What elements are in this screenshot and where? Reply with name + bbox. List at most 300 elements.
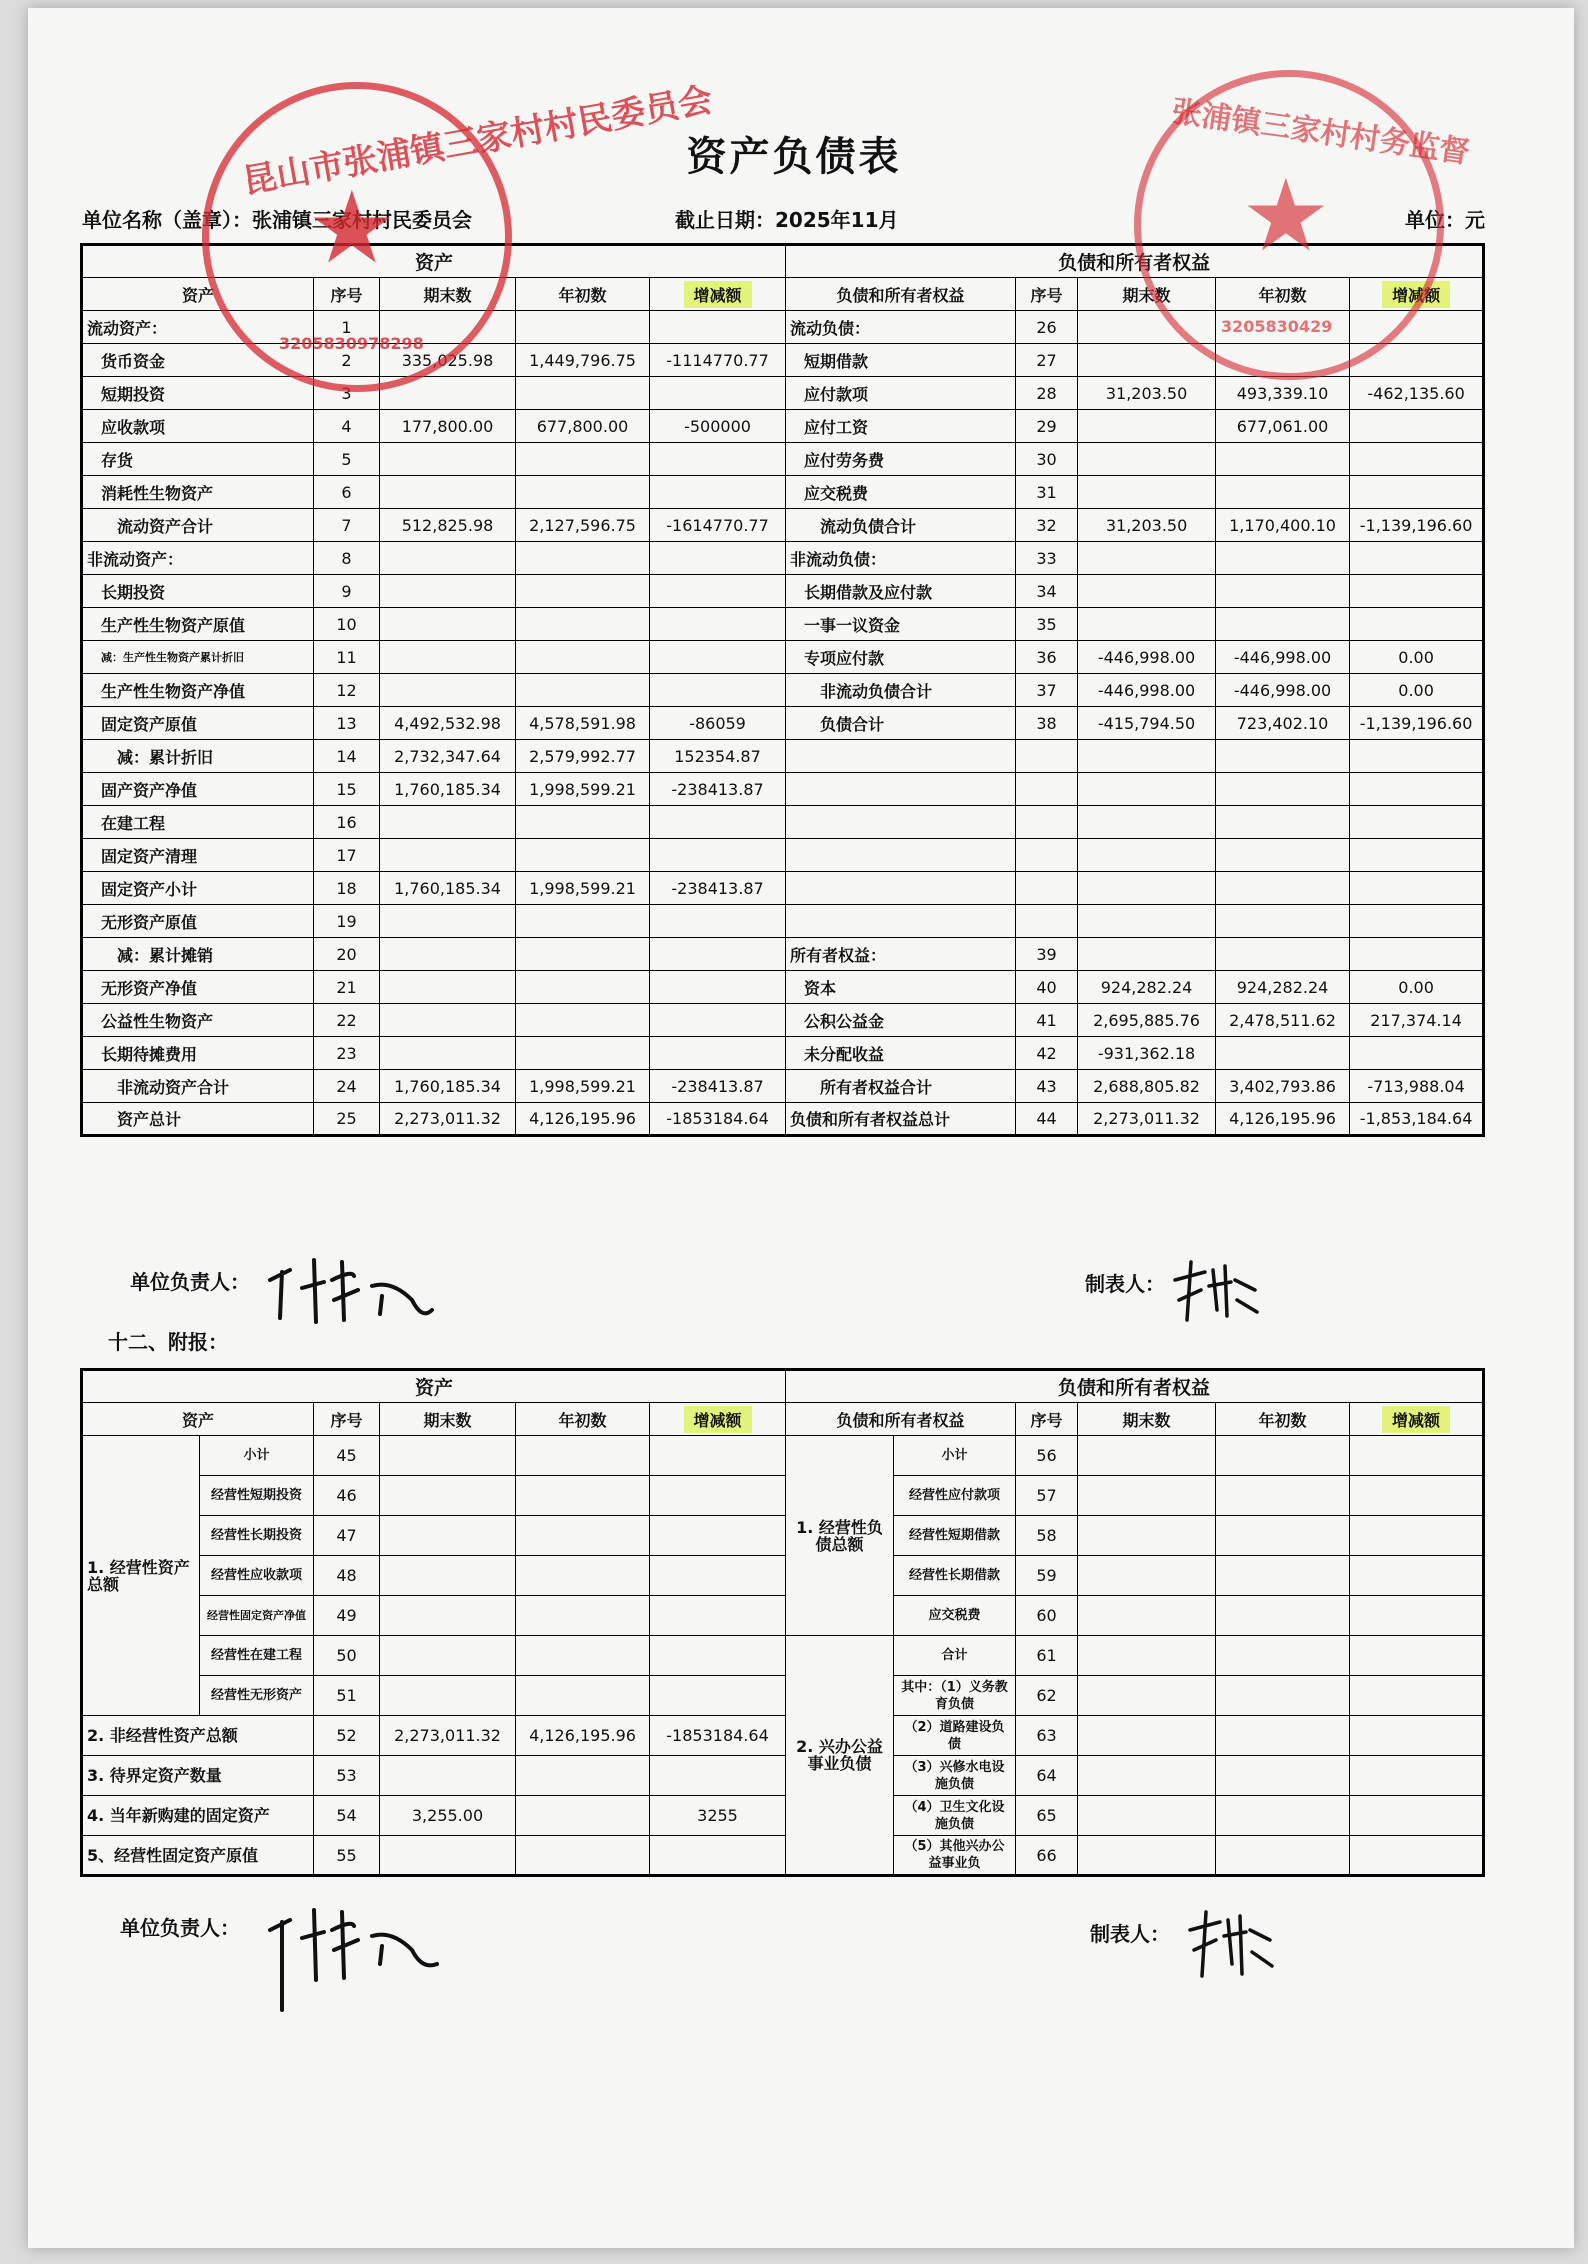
asset-name-cell: 固定资产原值: [82, 707, 314, 740]
asset-value-cell: 25: [314, 1103, 380, 1136]
asset-value-cell: 10: [314, 608, 380, 641]
asset-name-cell: 减：累计折旧: [82, 740, 314, 773]
asset-value-cell: 17: [314, 839, 380, 872]
liability-value-cell: -1,139,196.60: [1350, 707, 1484, 740]
col-header-left-2: 期末数: [380, 278, 516, 311]
asset-sub-name: 小计: [200, 1436, 314, 1476]
liability-value-cell: -462,135.60: [1350, 377, 1484, 410]
liability-value-cell: [1216, 1037, 1350, 1070]
appendix-col-right-3: 年初数: [1216, 1403, 1350, 1436]
liability-diff-value: [1350, 1836, 1484, 1876]
liability-value-cell: 27: [1016, 344, 1078, 377]
asset-value-cell: [650, 1037, 786, 1070]
currency-unit-label: 单位：元: [1405, 208, 1485, 232]
table-row: [82, 905, 1484, 938]
asset-value-cell: [516, 608, 650, 641]
asset-value-cell: 2,732,347.64: [380, 740, 516, 773]
liability-value-cell: -1,853,184.64: [1350, 1103, 1484, 1136]
liability-diff-value: [1350, 1756, 1484, 1796]
asset-value-cell: 6: [314, 476, 380, 509]
asset-value-cell: 5: [314, 443, 380, 476]
asset-value-cell: 1,449,796.75: [516, 344, 650, 377]
asset-value-cell: [380, 971, 516, 1004]
asset-value-cell: -86059: [650, 707, 786, 740]
asset-value-cell: [516, 311, 650, 344]
asset-value-cell: [516, 641, 650, 674]
liability-end-value: [1078, 1836, 1216, 1876]
liability-begin-value: [1216, 1476, 1350, 1516]
liability-value-cell: [1350, 905, 1484, 938]
liability-name-cell: 负债合计: [786, 707, 1016, 740]
asset-value-cell: 8: [314, 542, 380, 575]
table-row: [82, 1103, 1484, 1136]
liability-value-cell: [1216, 773, 1350, 806]
asset-value-cell: [516, 806, 650, 839]
asset-value-cell: 22: [314, 1004, 380, 1037]
asset-begin-value: [516, 1756, 650, 1796]
asset-value-cell: -1614770.77: [650, 509, 786, 542]
liability-value-cell: 0.00: [1350, 971, 1484, 1004]
asset-begin-value: [516, 1556, 650, 1596]
appendix-col-left-3: 年初数: [516, 1403, 650, 1436]
liability-value-cell: [1350, 839, 1484, 872]
table-row: [82, 1716, 1484, 1756]
asset-diff-value: [650, 1556, 786, 1596]
asset-diff-value: [650, 1476, 786, 1516]
col-header-right-3: 年初数: [1216, 278, 1350, 311]
table-row: [82, 1476, 1484, 1516]
asset-name-cell: 无形资产原值: [82, 905, 314, 938]
asset-sub-name: 经营性在建工程: [200, 1636, 314, 1676]
asset-value-cell: 1,998,599.21: [516, 1070, 650, 1103]
liability-value-cell: 217,374.14: [1350, 1004, 1484, 1037]
table-row: [82, 641, 1484, 674]
asset-begin-value: [516, 1636, 650, 1676]
liability-begin-value: [1216, 1836, 1350, 1876]
liability-begin-value: [1216, 1436, 1350, 1476]
maker-signature: [1165, 1250, 1275, 1330]
asset-value-cell: 2,579,992.77: [516, 740, 650, 773]
asset-name-cell: 非流动资产合计: [82, 1070, 314, 1103]
liability-end-value: [1078, 1756, 1216, 1796]
liability-sub-name: 应交税费: [894, 1596, 1016, 1636]
asset-value-cell: [380, 806, 516, 839]
liability-sub-name: 经营性长期借款: [894, 1556, 1016, 1596]
liability-value-cell: 32: [1016, 509, 1078, 542]
asset-no: 46: [314, 1476, 380, 1516]
asset-diff-value: [650, 1636, 786, 1676]
asset-name-cell: 消耗性生物资产: [82, 476, 314, 509]
asset-value-cell: 4,126,195.96: [516, 1103, 650, 1136]
liability-no: 64: [1016, 1756, 1078, 1796]
liability-name-cell: 专项应付款: [786, 641, 1016, 674]
appendix-col-left-1: 序号: [314, 1403, 380, 1436]
asset-no: 47: [314, 1516, 380, 1556]
liability-begin-value: [1216, 1556, 1350, 1596]
liability-value-cell: [1078, 575, 1216, 608]
liability-no: 60: [1016, 1596, 1078, 1636]
liability-no: 59: [1016, 1556, 1078, 1596]
liability-value-cell: [1078, 410, 1216, 443]
asset-value-cell: 19: [314, 905, 380, 938]
liability-value-cell: 30: [1016, 443, 1078, 476]
asset-value-cell: [516, 542, 650, 575]
liability-end-value: [1078, 1476, 1216, 1516]
table-row: [82, 1836, 1484, 1876]
table-row: [82, 1004, 1484, 1037]
asset-value-cell: 1,760,185.34: [380, 773, 516, 806]
leader-label-2: 单位负责人：: [120, 1916, 240, 1940]
liability-name-cell: 非流动负债合计: [786, 674, 1016, 707]
liability-value-cell: [1216, 806, 1350, 839]
liability-name-cell: 负债和所有者权益总计: [786, 1103, 1016, 1136]
asset-value-cell: 18: [314, 872, 380, 905]
table-row: [82, 872, 1484, 905]
liability-value-cell: -1,139,196.60: [1350, 509, 1484, 542]
asset-value-cell: [380, 443, 516, 476]
liability-value-cell: [1078, 839, 1216, 872]
liability-value-cell: 723,402.10: [1216, 707, 1350, 740]
asset-value-cell: [516, 839, 650, 872]
asset-diff-value: 3255: [650, 1796, 786, 1836]
liability-value-cell: [1216, 905, 1350, 938]
asset-end-value: [380, 1476, 516, 1516]
asset-value-cell: [650, 377, 786, 410]
liability-value-cell: [1016, 872, 1078, 905]
table-row: [82, 839, 1484, 872]
asset-diff-value: [650, 1836, 786, 1876]
liability-value-cell: 2,688,805.82: [1078, 1070, 1216, 1103]
asset-value-cell: 335,025.98: [380, 344, 516, 377]
asset-end-value: [380, 1436, 516, 1476]
liability-value-cell: [1078, 476, 1216, 509]
liability-sub-name: （4）卫生文化设施负债: [894, 1796, 1016, 1836]
liability-value-cell: 0.00: [1350, 641, 1484, 674]
asset-value-cell: [516, 377, 650, 410]
asset-value-cell: 14: [314, 740, 380, 773]
maker-signature-2: [1180, 1900, 1290, 1990]
liability-value-cell: [1350, 608, 1484, 641]
asset-value-cell: 15: [314, 773, 380, 806]
liability-no: 66: [1016, 1836, 1078, 1876]
liability-sub-name: （5）其他兴办公益事业负: [894, 1836, 1016, 1876]
liability-value-cell: -446,998.00: [1078, 674, 1216, 707]
table-row: [82, 1070, 1484, 1103]
liability-name-cell: 短期借款: [786, 344, 1016, 377]
liability-begin-value: [1216, 1516, 1350, 1556]
asset-begin-value: [516, 1436, 650, 1476]
liability-value-cell: 35: [1016, 608, 1078, 641]
liability-value-cell: 28: [1016, 377, 1078, 410]
liability-value-cell: -415,794.50: [1078, 707, 1216, 740]
asset-begin-value: [516, 1796, 650, 1836]
liability-value-cell: [1350, 575, 1484, 608]
liability-value-cell: 43: [1016, 1070, 1078, 1103]
asset-value-cell: [380, 542, 516, 575]
star-icon: ★: [307, 169, 397, 286]
liability-value-cell: 29: [1016, 410, 1078, 443]
asset-value-cell: 7: [314, 509, 380, 542]
table-row: [82, 773, 1484, 806]
asset-name-cell: 固产资产净值: [82, 773, 314, 806]
asset-value-cell: [380, 575, 516, 608]
asset-value-cell: [650, 575, 786, 608]
liability-value-cell: 924,282.24: [1078, 971, 1216, 1004]
highlight-label: 增减额: [1382, 1406, 1450, 1433]
liability-value-cell: [1216, 938, 1350, 971]
asset-value-cell: -238413.87: [650, 1070, 786, 1103]
liability-value-cell: [1216, 542, 1350, 575]
table-row: [82, 1596, 1484, 1636]
leader-signature: [262, 1240, 462, 1330]
liability-diff-value: [1350, 1516, 1484, 1556]
liability-value-cell: [1216, 476, 1350, 509]
asset-no: 53: [314, 1756, 380, 1796]
liability-value-cell: 3,402,793.86: [1216, 1070, 1350, 1103]
asset-name-cell: 应收款项: [82, 410, 314, 443]
star-icon: ★: [1241, 157, 1331, 274]
asset-no: 54: [314, 1796, 380, 1836]
asset-value-cell: [516, 971, 650, 1004]
liability-begin-value: [1216, 1756, 1350, 1796]
liability-name-cell: [786, 740, 1016, 773]
asset-other-name: 4. 当年新购建的固定资产: [82, 1796, 314, 1836]
asset-value-cell: 2: [314, 344, 380, 377]
appendix-col-right-1: 序号: [1016, 1403, 1078, 1436]
asset-no: 45: [314, 1436, 380, 1476]
seal-text: 昆山市张浦镇三家村村民委员会: [239, 79, 716, 202]
liability-value-cell: 924,282.24: [1216, 971, 1350, 1004]
appendix-col-right-4: [1350, 1403, 1484, 1436]
liability-value-cell: [1016, 806, 1078, 839]
liability-value-cell: [1078, 938, 1216, 971]
table-row: [82, 1037, 1484, 1070]
liability-name-cell: 未分配收益: [786, 1037, 1016, 1070]
liability-name-cell: [786, 839, 1016, 872]
unit-name-label: 单位名称（盖章）：张浦镇三家村村民委员会: [82, 208, 472, 232]
asset-value-cell: [380, 608, 516, 641]
asset-name-cell: 生产性生物资产净值: [82, 674, 314, 707]
asset-value-cell: [380, 839, 516, 872]
liability-end-value: [1078, 1796, 1216, 1836]
col-header-right-0: 负债和所有者权益: [786, 278, 1016, 311]
liability-value-cell: 0.00: [1350, 674, 1484, 707]
liability-diff-value: [1350, 1636, 1484, 1676]
asset-name-cell: 短期投资: [82, 377, 314, 410]
asset-value-cell: [650, 806, 786, 839]
asset-value-cell: 2,127,596.75: [516, 509, 650, 542]
table-row: [82, 740, 1484, 773]
liability-value-cell: [1078, 740, 1216, 773]
asset-value-cell: 4,578,591.98: [516, 707, 650, 740]
asset-value-cell: [380, 938, 516, 971]
asset-value-cell: [650, 542, 786, 575]
table-row: [82, 938, 1484, 971]
asset-no: 48: [314, 1556, 380, 1596]
asset-other-name: 2. 非经营性资产总额: [82, 1716, 314, 1756]
col-header-right-1: 序号: [1016, 278, 1078, 311]
asset-value-cell: 13: [314, 707, 380, 740]
liability-value-cell: 34: [1016, 575, 1078, 608]
liability-value-cell: -446,998.00: [1216, 641, 1350, 674]
table-row: [82, 410, 1484, 443]
asset-begin-value: [516, 1836, 650, 1876]
asset-value-cell: [380, 905, 516, 938]
asset-value-cell: 1,760,185.34: [380, 872, 516, 905]
asset-no: 49: [314, 1596, 380, 1636]
asset-name-cell: 长期待摊费用: [82, 1037, 314, 1070]
maker-label-2: 制表人：: [1090, 1922, 1170, 1946]
asset-value-cell: 24: [314, 1070, 380, 1103]
liability-value-cell: 4,126,195.96: [1216, 1103, 1350, 1136]
asset-value-cell: [516, 476, 650, 509]
appendix-label: 十二、附报：: [108, 1330, 228, 1354]
liability-end-value: [1078, 1556, 1216, 1596]
asset-value-cell: 1,998,599.21: [516, 872, 650, 905]
liability-value-cell: [1350, 410, 1484, 443]
liability-name-cell: 流动负债：: [786, 311, 1016, 344]
asset-value-cell: [516, 905, 650, 938]
seal-text-2: 张浦镇三家村村务监督: [1169, 94, 1472, 171]
liability-end-value: [1078, 1676, 1216, 1716]
liability-value-cell: [1350, 806, 1484, 839]
liability-name-cell: 所有者权益合计: [786, 1070, 1016, 1103]
liability-name-cell: 应交税费: [786, 476, 1016, 509]
liability-value-cell: [1078, 542, 1216, 575]
liability-no: 63: [1016, 1716, 1078, 1756]
liability-value-cell: 40: [1016, 971, 1078, 1004]
liability-no: 65: [1016, 1796, 1078, 1836]
liability-name-cell: [786, 872, 1016, 905]
asset-name-cell: 非流动资产：: [82, 542, 314, 575]
liability-no: 56: [1016, 1436, 1078, 1476]
liability-sub-name: 经营性短期借款: [894, 1516, 1016, 1556]
asset-name-cell: 存货: [82, 443, 314, 476]
asset-diff-value: -1853184.64: [650, 1716, 786, 1756]
liability-name-cell: 一事一议资金: [786, 608, 1016, 641]
liability-value-cell: [1078, 806, 1216, 839]
liability-end-value: [1078, 1636, 1216, 1676]
asset-name-cell: 生产性生物资产原值: [82, 608, 314, 641]
asset-value-cell: [380, 1037, 516, 1070]
liability-end-value: [1078, 1596, 1216, 1636]
liability-value-cell: 37: [1016, 674, 1078, 707]
asset-value-cell: 512,825.98: [380, 509, 516, 542]
asset-sub-name: 经营性无形资产: [200, 1676, 314, 1716]
liability-value-cell: [1350, 443, 1484, 476]
liability-value-cell: 1,170,400.10: [1216, 509, 1350, 542]
table-row: [82, 674, 1484, 707]
asset-value-cell: 20: [314, 938, 380, 971]
seal-code: 3205830978298: [279, 334, 424, 353]
asset-name-cell: 无形资产净值: [82, 971, 314, 1004]
liability-value-cell: [1016, 905, 1078, 938]
liability-value-cell: [1350, 476, 1484, 509]
asset-name-cell: 流动资产合计: [82, 509, 314, 542]
asset-value-cell: -238413.87: [650, 872, 786, 905]
asset-value-cell: 2,273,011.32: [380, 1103, 516, 1136]
liability-value-cell: 2,273,011.32: [1078, 1103, 1216, 1136]
operating-assets-group: 1. 经营性资产总额: [82, 1436, 200, 1716]
liability-name-cell: [786, 773, 1016, 806]
liability-value-cell: 41: [1016, 1004, 1078, 1037]
asset-diff-value: [650, 1436, 786, 1476]
liability-value-cell: [1350, 1037, 1484, 1070]
liability-value-cell: 33: [1016, 542, 1078, 575]
asset-value-cell: 4: [314, 410, 380, 443]
asset-value-cell: [650, 311, 786, 344]
page-title: 资产负债表: [686, 134, 902, 180]
asset-value-cell: [380, 674, 516, 707]
asset-sub-name: 经营性短期投资: [200, 1476, 314, 1516]
asset-value-cell: 23: [314, 1037, 380, 1070]
asset-name-cell: 固定资产小计: [82, 872, 314, 905]
liability-value-cell: 2,695,885.76: [1078, 1004, 1216, 1037]
asset-end-value: [380, 1836, 516, 1876]
asset-value-cell: [650, 674, 786, 707]
col-header-right-2: 期末数: [1078, 278, 1216, 311]
asset-value-cell: [380, 1004, 516, 1037]
liability-begin-value: [1216, 1796, 1350, 1836]
liability-diff-value: [1350, 1596, 1484, 1636]
liability-sub-name: （2）道路建设负债: [894, 1716, 1016, 1756]
asset-diff-value: [650, 1756, 786, 1796]
asset-value-cell: [380, 476, 516, 509]
asset-value-cell: [650, 1004, 786, 1037]
asset-sub-name: 经营性应收款项: [200, 1556, 314, 1596]
liability-end-value: [1078, 1716, 1216, 1756]
liability-diff-value: [1350, 1676, 1484, 1716]
col-header-left-1: 序号: [314, 278, 380, 311]
table-row: [82, 476, 1484, 509]
asset-other-name: 3. 待界定资产数量: [82, 1756, 314, 1796]
asset-value-cell: -500000: [650, 410, 786, 443]
liability-sub-name: 小计: [894, 1436, 1016, 1476]
liability-name-cell: [786, 806, 1016, 839]
asset-diff-value: [650, 1676, 786, 1716]
operating-liabilities-group: 1. 经营性负债总额: [786, 1436, 894, 1636]
table-row: [82, 1516, 1484, 1556]
asset-name-cell: 长期投资: [82, 575, 314, 608]
liability-value-cell: [1078, 773, 1216, 806]
liability-diff-value: [1350, 1716, 1484, 1756]
asset-begin-value: 4,126,195.96: [516, 1716, 650, 1756]
liability-diff-value: [1350, 1556, 1484, 1596]
table-row: [82, 1796, 1484, 1836]
liability-value-cell: [1350, 872, 1484, 905]
liability-diff-value: [1350, 1476, 1484, 1516]
asset-name-cell: 公益性生物资产: [82, 1004, 314, 1037]
liability-begin-value: [1216, 1676, 1350, 1716]
asset-end-value: [380, 1516, 516, 1556]
liability-value-cell: 31,203.50: [1078, 509, 1216, 542]
asset-begin-value: [516, 1676, 650, 1716]
liability-value-cell: [1216, 575, 1350, 608]
asset-value-cell: -1853184.64: [650, 1103, 786, 1136]
asset-value-cell: 1,760,185.34: [380, 1070, 516, 1103]
asset-end-value: [380, 1676, 516, 1716]
asset-value-cell: [650, 905, 786, 938]
asset-value-cell: [650, 641, 786, 674]
asset-value-cell: [516, 1037, 650, 1070]
liability-value-cell: [1216, 608, 1350, 641]
appendix-col-left-4: [650, 1403, 786, 1436]
asset-value-cell: [516, 674, 650, 707]
asset-value-cell: [516, 938, 650, 971]
table-row: [82, 575, 1484, 608]
table-row: [82, 1636, 1484, 1676]
table-row: [82, 971, 1484, 1004]
